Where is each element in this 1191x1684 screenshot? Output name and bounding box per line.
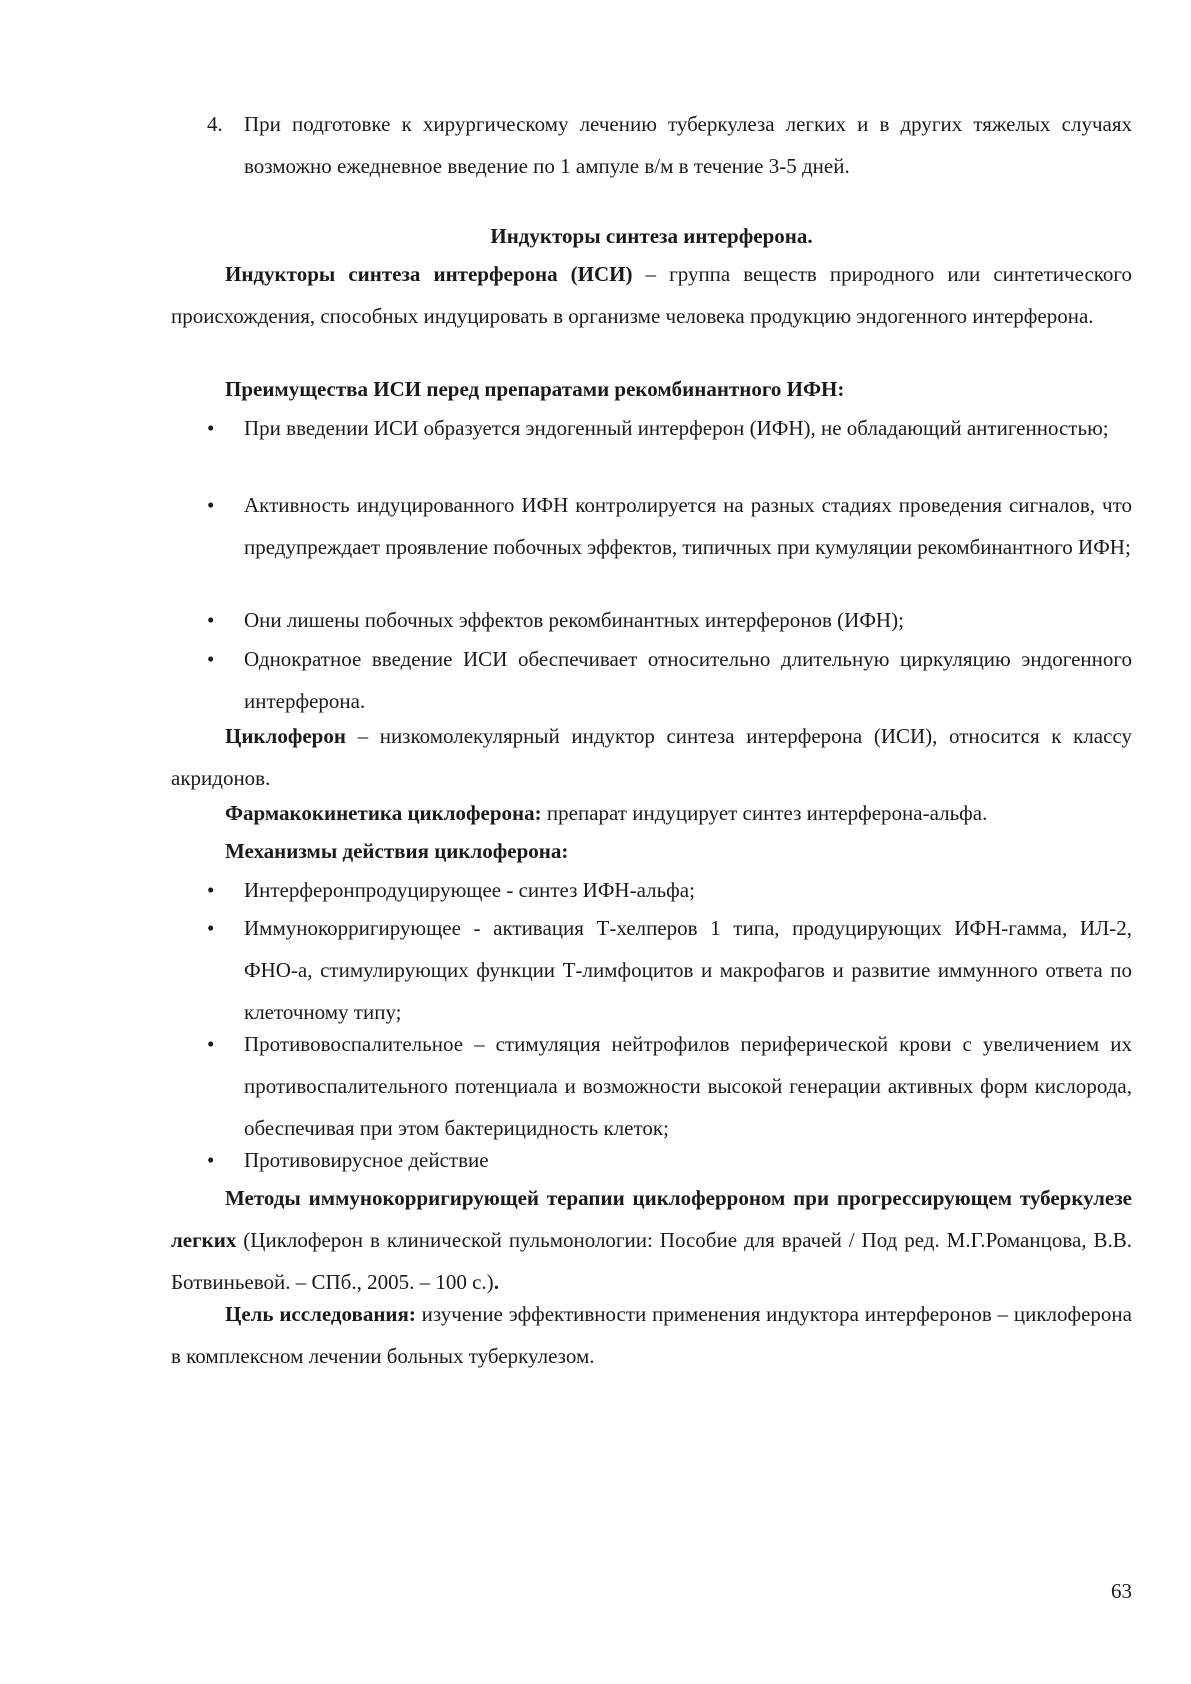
list-item-text: При введении ИСИ образуется эндогенный интерферон (ИФН), не обладающий антигенностью; xyxy=(244,416,1109,440)
list-item xyxy=(171,599,1132,641)
bullet-icon: • xyxy=(207,647,215,671)
list-item xyxy=(171,869,1132,911)
pharmacokinetics-term: Фармакокинетика циклоферона: xyxy=(225,801,542,825)
bullet-icon: • xyxy=(207,608,215,632)
goal-term: Цель исследования: xyxy=(225,1302,416,1326)
list-item xyxy=(171,1023,1132,1149)
methods-term: Методы иммунокорригирующей терапии циклоферроном при прогрессирующем туберкулезе легких xyxy=(171,1186,1132,1252)
list-item xyxy=(171,638,1132,722)
definition-text: – группа веществ природного или синтетического происхождения, способных индуцировать в организме человека продукцию эндогенного интерферона. xyxy=(171,262,1132,328)
cycloferon-paragraph xyxy=(171,715,1132,799)
pharmacokinetics-paragraph xyxy=(171,792,1132,834)
bullet-icon: • xyxy=(207,916,215,940)
methods-citation: (Циклоферон в клинической пульмонологии: Пособие для врачей / Под ред. М.Г.Романцова, В.В. Ботвиньевой. – СПб., 2005. – 100 с.) xyxy=(171,1228,1132,1294)
goal-text: изучение эффективности применения индуктора интерферонов – циклоферона в комплексном лечении больных туберкулезом. xyxy=(171,1302,1132,1368)
mechanisms-title: Механизмы действия циклоферона: xyxy=(225,839,569,863)
pharmacokinetics-text: препарат индуцирует синтез интерферона-альфа. xyxy=(541,801,988,825)
bullet-icon: • xyxy=(207,1032,215,1056)
list-item-text: Противовирусное действие xyxy=(244,1148,489,1172)
item-number: 4. xyxy=(207,112,223,136)
page-number: 63 xyxy=(1111,1579,1132,1603)
list-item-text: Они лишены побочных эффектов рекомбинантных интерферонов (ИФН); xyxy=(244,608,904,632)
numbered-item-4 xyxy=(171,103,1132,187)
section-heading: Индукторы синтеза интерферона. xyxy=(490,224,813,248)
list-item xyxy=(171,484,1132,568)
cycloferon-term: Циклоферон xyxy=(225,724,346,748)
list-item xyxy=(171,1139,1132,1181)
list-item-text: Интерферонпродуцирующее - синтез ИФН-альфа; xyxy=(244,878,695,902)
definition-paragraph xyxy=(171,253,1132,337)
advantages-title: Преимущества ИСИ перед препаратами рекомбинантного ИФН: xyxy=(225,377,845,401)
item-text: При подготовке к хирургическому лечению туберкулеза легких и в других тяжелых случаях возможно ежедневное введение по 1 ампуле в/м в течение 3-5 дней. xyxy=(244,112,1132,178)
list-item xyxy=(171,907,1132,1033)
definition-term: Индукторы синтеза интерферона (ИСИ) xyxy=(225,262,633,286)
list-item-text: Однократное введение ИСИ обеспечивает относительно длительную циркуляцию эндогенного интерферона. xyxy=(244,647,1132,713)
bullet-icon: • xyxy=(207,416,215,440)
bullet-icon: • xyxy=(207,878,215,902)
list-item-text: Иммунокорригирующее - активация Т-хелперов 1 типа, продуцирующих ИФН-гамма, ИЛ-2, ФНО-а, стимулирующих функции Т-лимфоцитов и макрофагов и развитие иммунного ответа по клеточному типу; xyxy=(244,916,1132,1024)
list-item-text: Противовоспалительное – стимуляция нейтрофилов периферической крови с увеличением их противоспалительного потенциала и возможности высокой генерации активных форм кислорода, обеспечивая при этом бактерицидность клеток; xyxy=(244,1032,1132,1140)
methods-paragraph xyxy=(171,1177,1132,1303)
list-item-text: Активность индуцированного ИФН контролируется на разных стадиях проведения сигналов, что предупреждает проявление побочных эффектов, типичных при кумуляции рекомбинантного ИФН; xyxy=(244,493,1132,559)
goal-paragraph xyxy=(171,1293,1132,1377)
bullet-icon: • xyxy=(207,493,215,517)
bullet-icon: • xyxy=(207,1148,215,1172)
methods-end: . xyxy=(493,1270,499,1294)
list-item xyxy=(171,407,1132,449)
cycloferon-text: – низкомолекулярный индуктор синтеза интерферона (ИСИ), относится к классу акридонов. xyxy=(171,724,1132,790)
